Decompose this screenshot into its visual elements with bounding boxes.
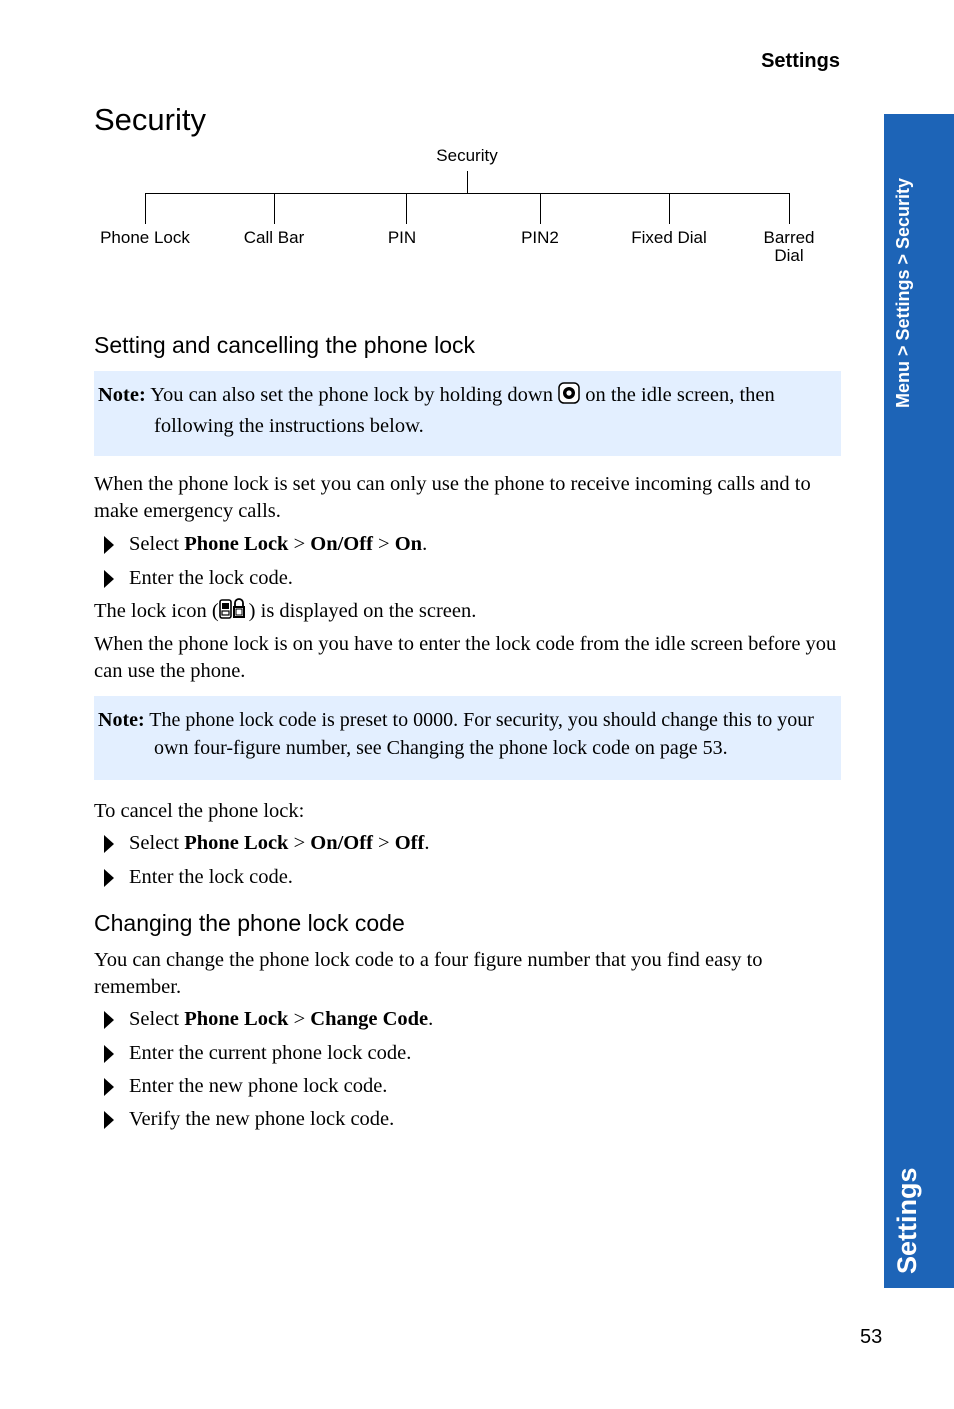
section-heading-change-code: Changing the phone lock code — [94, 910, 405, 936]
paragraph — [94, 598, 839, 628]
note-text: The phone lock code is preset to 0000. For security, you should change this to your — [149, 709, 814, 731]
step-arrow-icon — [104, 869, 114, 887]
note-text: on the idle screen, then — [585, 384, 775, 406]
step-arrow-icon — [104, 835, 114, 853]
diagram-branch — [145, 193, 146, 224]
paragraph-text: ) is displayed on the screen. — [248, 600, 477, 622]
diagram-node-pin: PIN — [387, 228, 417, 247]
step-separator: > — [288, 832, 311, 854]
instruction-step — [104, 531, 427, 558]
running-header: Settings — [761, 50, 840, 72]
security-menu-diagram — [94, 142, 854, 272]
step-text: Select — [129, 533, 185, 555]
step-text: Select — [129, 1008, 185, 1030]
note-box — [94, 371, 841, 456]
step-text: Verify the new phone lock code. — [129, 1108, 395, 1130]
step-text: Select — [129, 832, 185, 854]
diagram-root-label: Security — [436, 146, 498, 165]
diagram-node-call-bar: Call Bar — [243, 228, 305, 247]
step-text: Enter the lock code. — [129, 567, 293, 589]
paragraph: When the phone lock is on you have to enter the lock code from the idle screen before you can use the phone. — [94, 633, 837, 682]
page-title: Security — [94, 102, 206, 137]
step-arrow-icon — [104, 1011, 114, 1029]
step-text: . — [428, 1008, 434, 1030]
menu-item-on: On — [394, 533, 423, 555]
instruction-step — [104, 864, 293, 891]
diagram-branch — [789, 193, 790, 224]
step-separator: > — [288, 1008, 311, 1030]
step-text: . — [422, 533, 428, 555]
menu-item-off: Off — [394, 832, 425, 854]
step-arrow-icon — [104, 570, 114, 588]
menu-item-change-code: Change Code — [310, 1008, 429, 1030]
diagram-branch — [274, 193, 275, 224]
paragraph: When the phone lock is set you can only use the phone to receive incoming calls and to make emergency calls. — [94, 473, 811, 522]
step-text: . — [424, 832, 430, 854]
menu-item-phone-lock: Phone Lock — [184, 533, 289, 555]
step-text: Enter the current phone lock code. — [129, 1042, 412, 1064]
menu-item-phone-lock: Phone Lock — [184, 1008, 289, 1030]
diagram-root-connector — [467, 171, 468, 194]
note-label: Note: — [98, 384, 146, 406]
diagram-node-phone-lock: Phone Lock — [100, 228, 190, 247]
diagram-node-barred-dial: Barred Dial — [763, 228, 815, 265]
instruction-step — [104, 565, 293, 592]
step-arrow-icon — [104, 1045, 114, 1063]
step-text: Enter the new phone lock code. — [129, 1075, 388, 1097]
menu-item-on-off: On/Off — [310, 533, 373, 555]
step-separator: > — [372, 533, 395, 555]
navigation-key-icon — [558, 382, 580, 412]
step-separator: > — [288, 533, 311, 555]
diagram-branch — [669, 193, 670, 224]
paragraph-text: The lock icon ( — [94, 600, 219, 622]
step-arrow-icon — [104, 1111, 114, 1129]
step-arrow-icon — [104, 1078, 114, 1096]
note-text: following the instructions below. — [154, 415, 424, 437]
diagram-node-fixed-dial: Fixed Dial — [631, 228, 707, 247]
paragraph: To cancel the phone lock: — [94, 800, 305, 822]
step-text: Enter the lock code. — [129, 866, 293, 888]
note-text: You can also set the phone lock by holding down — [150, 384, 553, 406]
side-tab-section-title: Settings — [892, 1167, 922, 1274]
phone-lock-icon — [219, 598, 249, 628]
diagram-branch — [406, 193, 407, 224]
instruction-step — [104, 1040, 411, 1067]
diagram-node-pin2: PIN2 — [521, 228, 559, 247]
note-label: Note: — [98, 709, 145, 731]
instruction-step — [104, 1106, 394, 1133]
page-number: 53 — [860, 1326, 883, 1348]
note-box — [94, 696, 841, 780]
menu-item-on-off: On/Off — [310, 832, 373, 854]
instruction-step — [104, 1006, 433, 1033]
side-tab — [884, 114, 954, 1288]
note-text: own four-figure number, see Changing the phone lock code on page 53. — [154, 737, 728, 759]
step-separator: > — [372, 832, 395, 854]
diagram-branch — [540, 193, 541, 224]
paragraph: You can change the phone lock code to a four figure number that you find easy to remember. — [94, 949, 763, 998]
instruction-step — [104, 830, 429, 857]
menu-item-phone-lock: Phone Lock — [184, 832, 289, 854]
instruction-step — [104, 1073, 387, 1100]
side-tab-breadcrumb: Menu > Settings > Security — [893, 177, 913, 408]
diagram-horizontal-bar — [145, 193, 790, 194]
step-arrow-icon — [104, 536, 114, 554]
section-heading-phone-lock: Setting and cancelling the phone lock — [94, 332, 476, 358]
